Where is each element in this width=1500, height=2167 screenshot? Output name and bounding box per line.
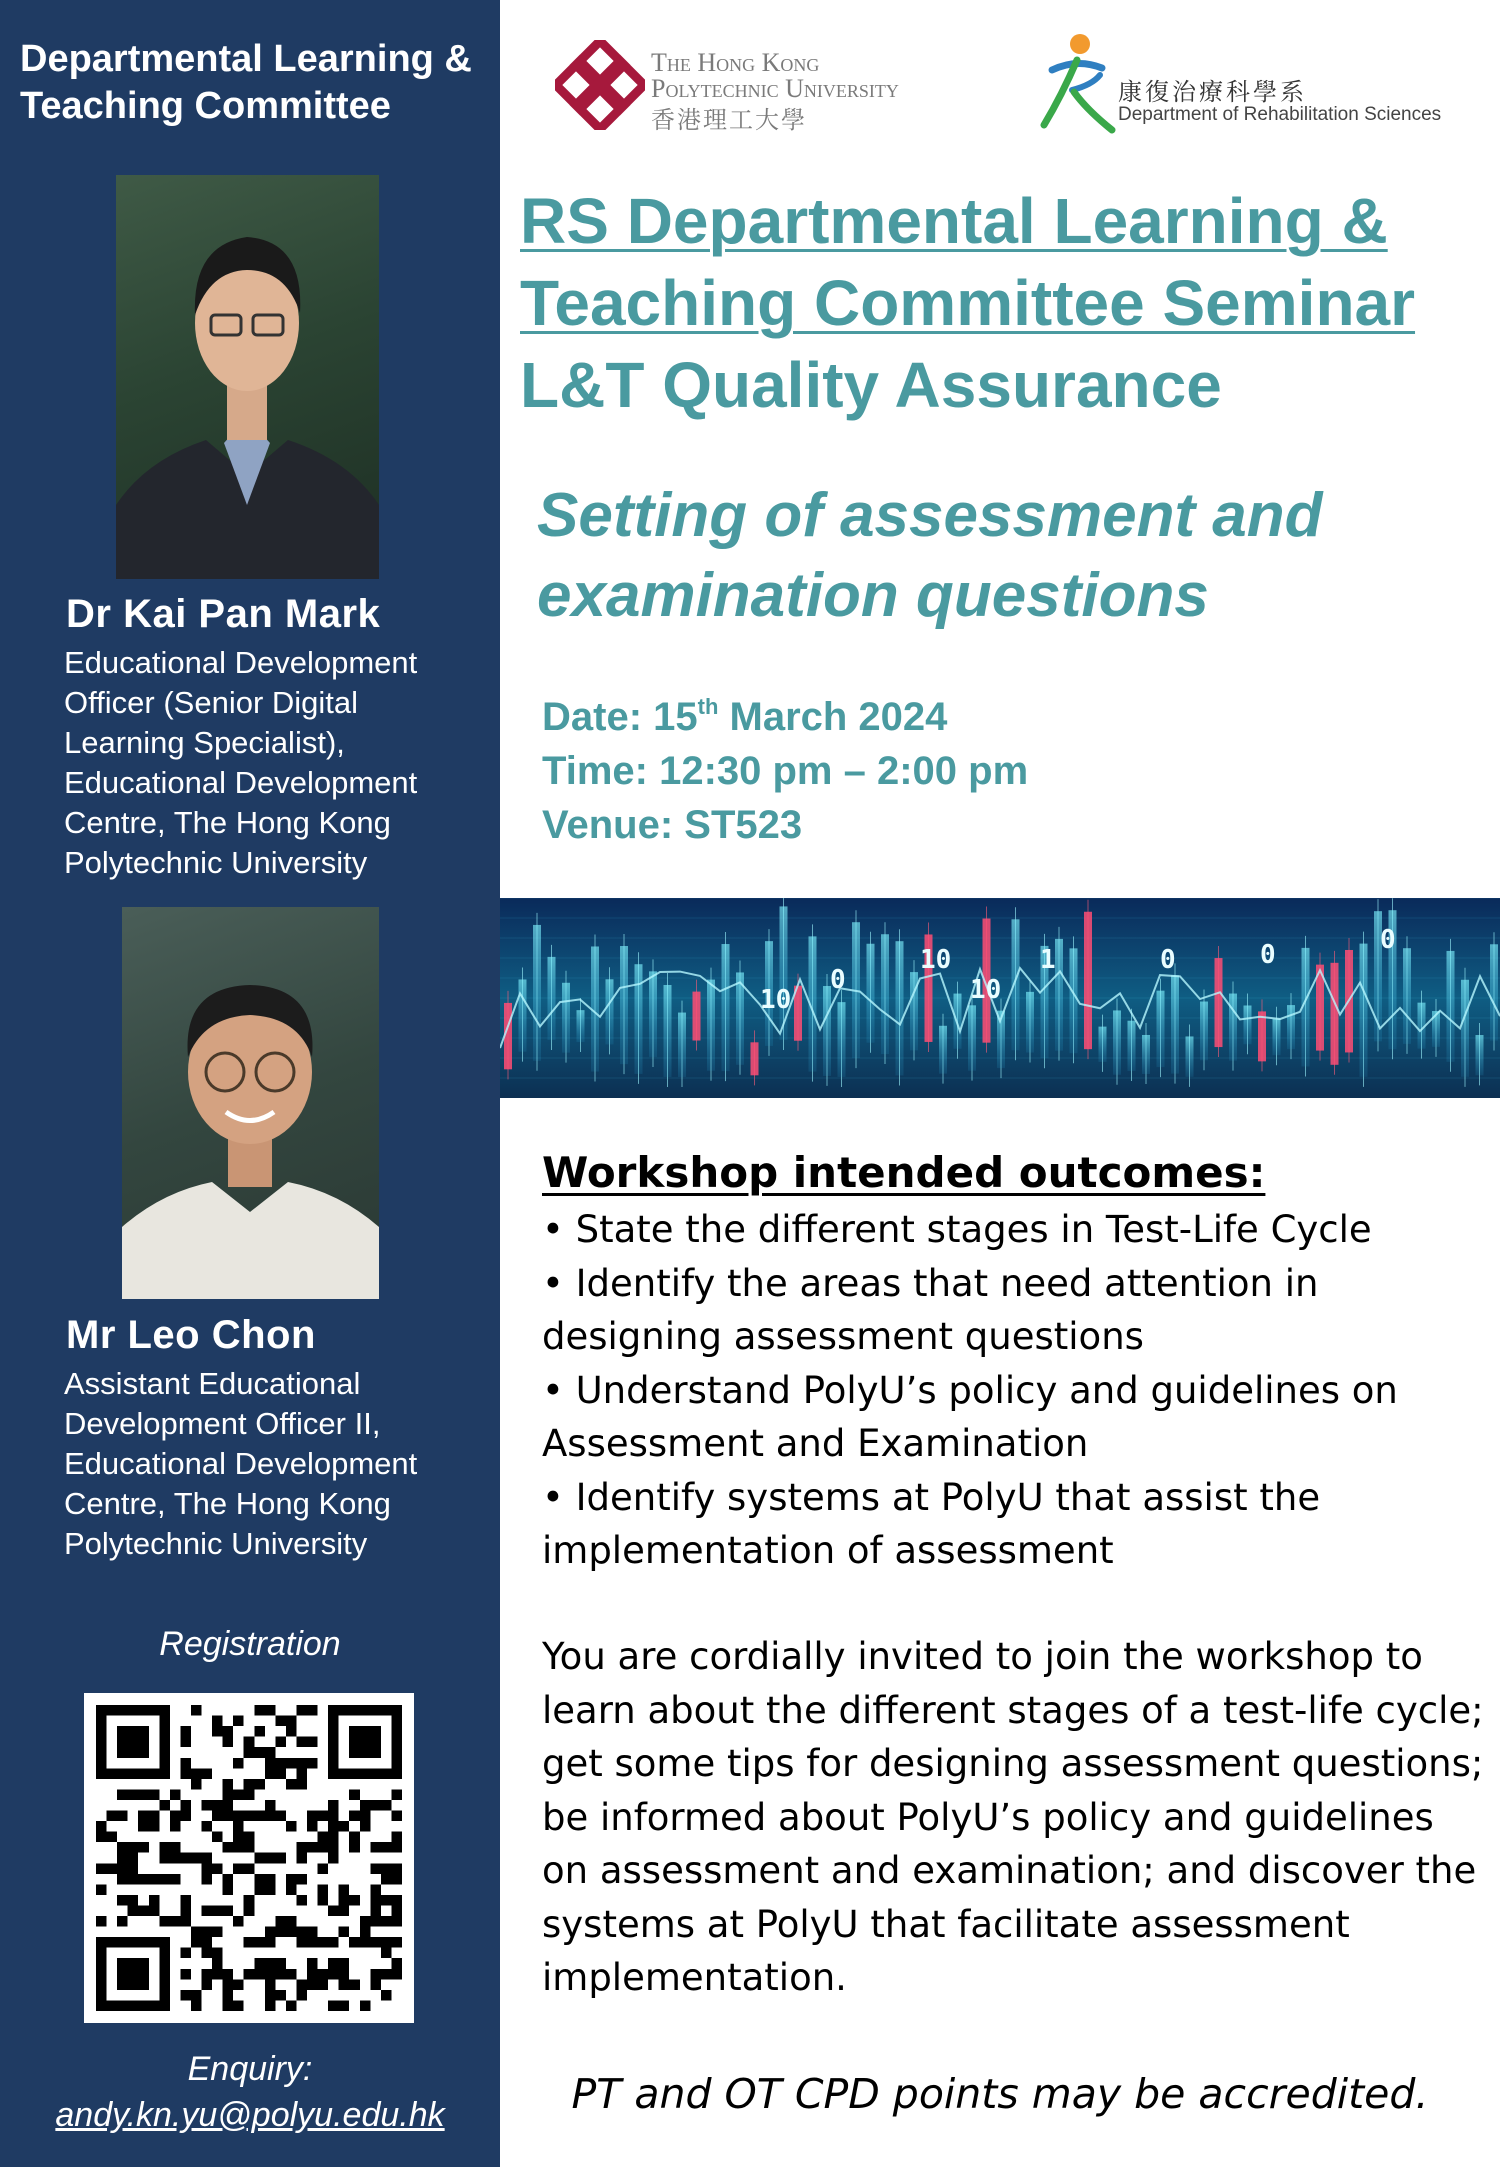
sidebar: [0, 0, 500, 2167]
invitation-text: You are cordially invited to join the workshop to learn about the different stages of a test-life cycle; get some tips for designing assessment questions; be informed about PolyU’s policy and guidelines on assessment and examination; and discover the systems at PolyU that facilitate assessment implementation.: [542, 1635, 1484, 1999]
list-item: • Understand PolyU’s policy and guidelines on Assessment and Examination: [542, 1364, 1487, 1471]
polyu-logo: [555, 40, 1005, 134]
rehab-sciences-name-en: Department of Rehabilitation Sciences: [1118, 104, 1442, 125]
list-item: • State the different stages in Test-Life Cycle: [542, 1203, 1487, 1257]
speaker-role: [64, 1364, 494, 1564]
speaker-role-line: Educational Development: [64, 645, 418, 680]
speaker-name: Mr Leo Chon: [66, 1313, 316, 1357]
enquiry-label: Enquiry:: [187, 2050, 313, 2088]
registration-qr-code[interactable]: [84, 1693, 414, 2023]
speaker-role-line: Educational Development: [64, 1446, 418, 1481]
polyu-emblem-icon: [555, 40, 645, 130]
seminar-title-line: RS Departmental Learning &: [520, 185, 1388, 257]
outcomes-list: [542, 1203, 1487, 1578]
banner-digit: 0: [1160, 945, 1176, 975]
event-venue: Venue: ST523: [542, 803, 803, 847]
list-item: • Identify the areas that need attention in designing assessment questions: [542, 1257, 1487, 1364]
polyu-name-en: The Hong Kong: [651, 48, 820, 77]
speaker-name: Dr Kai Pan Mark: [66, 592, 381, 636]
banner-digit: 0: [1260, 940, 1276, 970]
event-time: Time: 12:30 pm – 2:00 pm: [542, 749, 1029, 793]
speaker-role-line: Educational Development: [64, 765, 418, 800]
seminar-topic: L&T Quality Assurance: [520, 349, 1222, 421]
committee-title-line: Departmental Learning &: [20, 38, 472, 80]
seminar-subtitle-line: examination questions: [537, 561, 1209, 630]
event-details: [542, 690, 1442, 852]
banner-digit: 1: [1040, 945, 1056, 975]
speaker-photo-leo-chon: [122, 907, 379, 1299]
seminar-title-line: Teaching Committee Seminar: [520, 267, 1416, 339]
cpd-note: PT and OT CPD points may be accredited.: [571, 2070, 1429, 2118]
banner-digit: 10: [760, 985, 792, 1015]
rehab-sciences-logo: [1032, 30, 1482, 140]
seminar-title: [520, 180, 1495, 426]
banner-digit: 0: [1380, 925, 1396, 955]
event-date: Date: 15th March 2024: [542, 694, 948, 739]
banner-digit: 0: [830, 965, 846, 995]
speaker-photo-kai-pan-mark: [116, 175, 379, 579]
banner-digit: 10: [920, 945, 952, 975]
enquiry-email-link[interactable]: andy.kn.yu@polyu.edu.hk: [55, 2096, 445, 2134]
speaker-role-line: Officer (Senior Digital: [64, 685, 359, 720]
speaker-role-line: Centre, The Hong Kong: [64, 1486, 391, 1521]
polyu-name-en: Polytechnic University: [651, 74, 899, 103]
speaker-role-line: Polytechnic University: [64, 845, 368, 880]
rehab-sciences-name-zh: 康復治療科學系: [1118, 79, 1307, 106]
registration-label: Registration: [159, 1625, 341, 1663]
decorative-chart-banner: [500, 898, 1500, 1098]
speaker-role-line: Centre, The Hong Kong: [64, 805, 391, 840]
speaker-role-line: Assistant Educational: [64, 1366, 361, 1401]
polyu-name-zh: 香港理工大學: [651, 108, 807, 134]
seminar-subtitle-line: Setting of assessment and: [537, 481, 1323, 550]
speaker-role-line: Polytechnic University: [64, 1526, 368, 1561]
banner-digit: 10: [970, 975, 1002, 1005]
list-item: • Identify systems at PolyU that assist the implementation of assessment: [542, 1471, 1487, 1578]
committee-title: [20, 36, 490, 130]
speaker-role-line: Learning Specialist),: [64, 725, 345, 760]
rehab-sciences-emblem-icon: [1032, 30, 1122, 140]
speaker-role: [64, 643, 494, 883]
speaker-role-line: Development Officer II,: [64, 1406, 381, 1441]
outcomes-heading: Workshop intended outcomes:: [542, 1148, 1266, 1197]
committee-title-line: Teaching Committee: [20, 85, 391, 127]
seminar-subtitle: [537, 476, 1487, 636]
